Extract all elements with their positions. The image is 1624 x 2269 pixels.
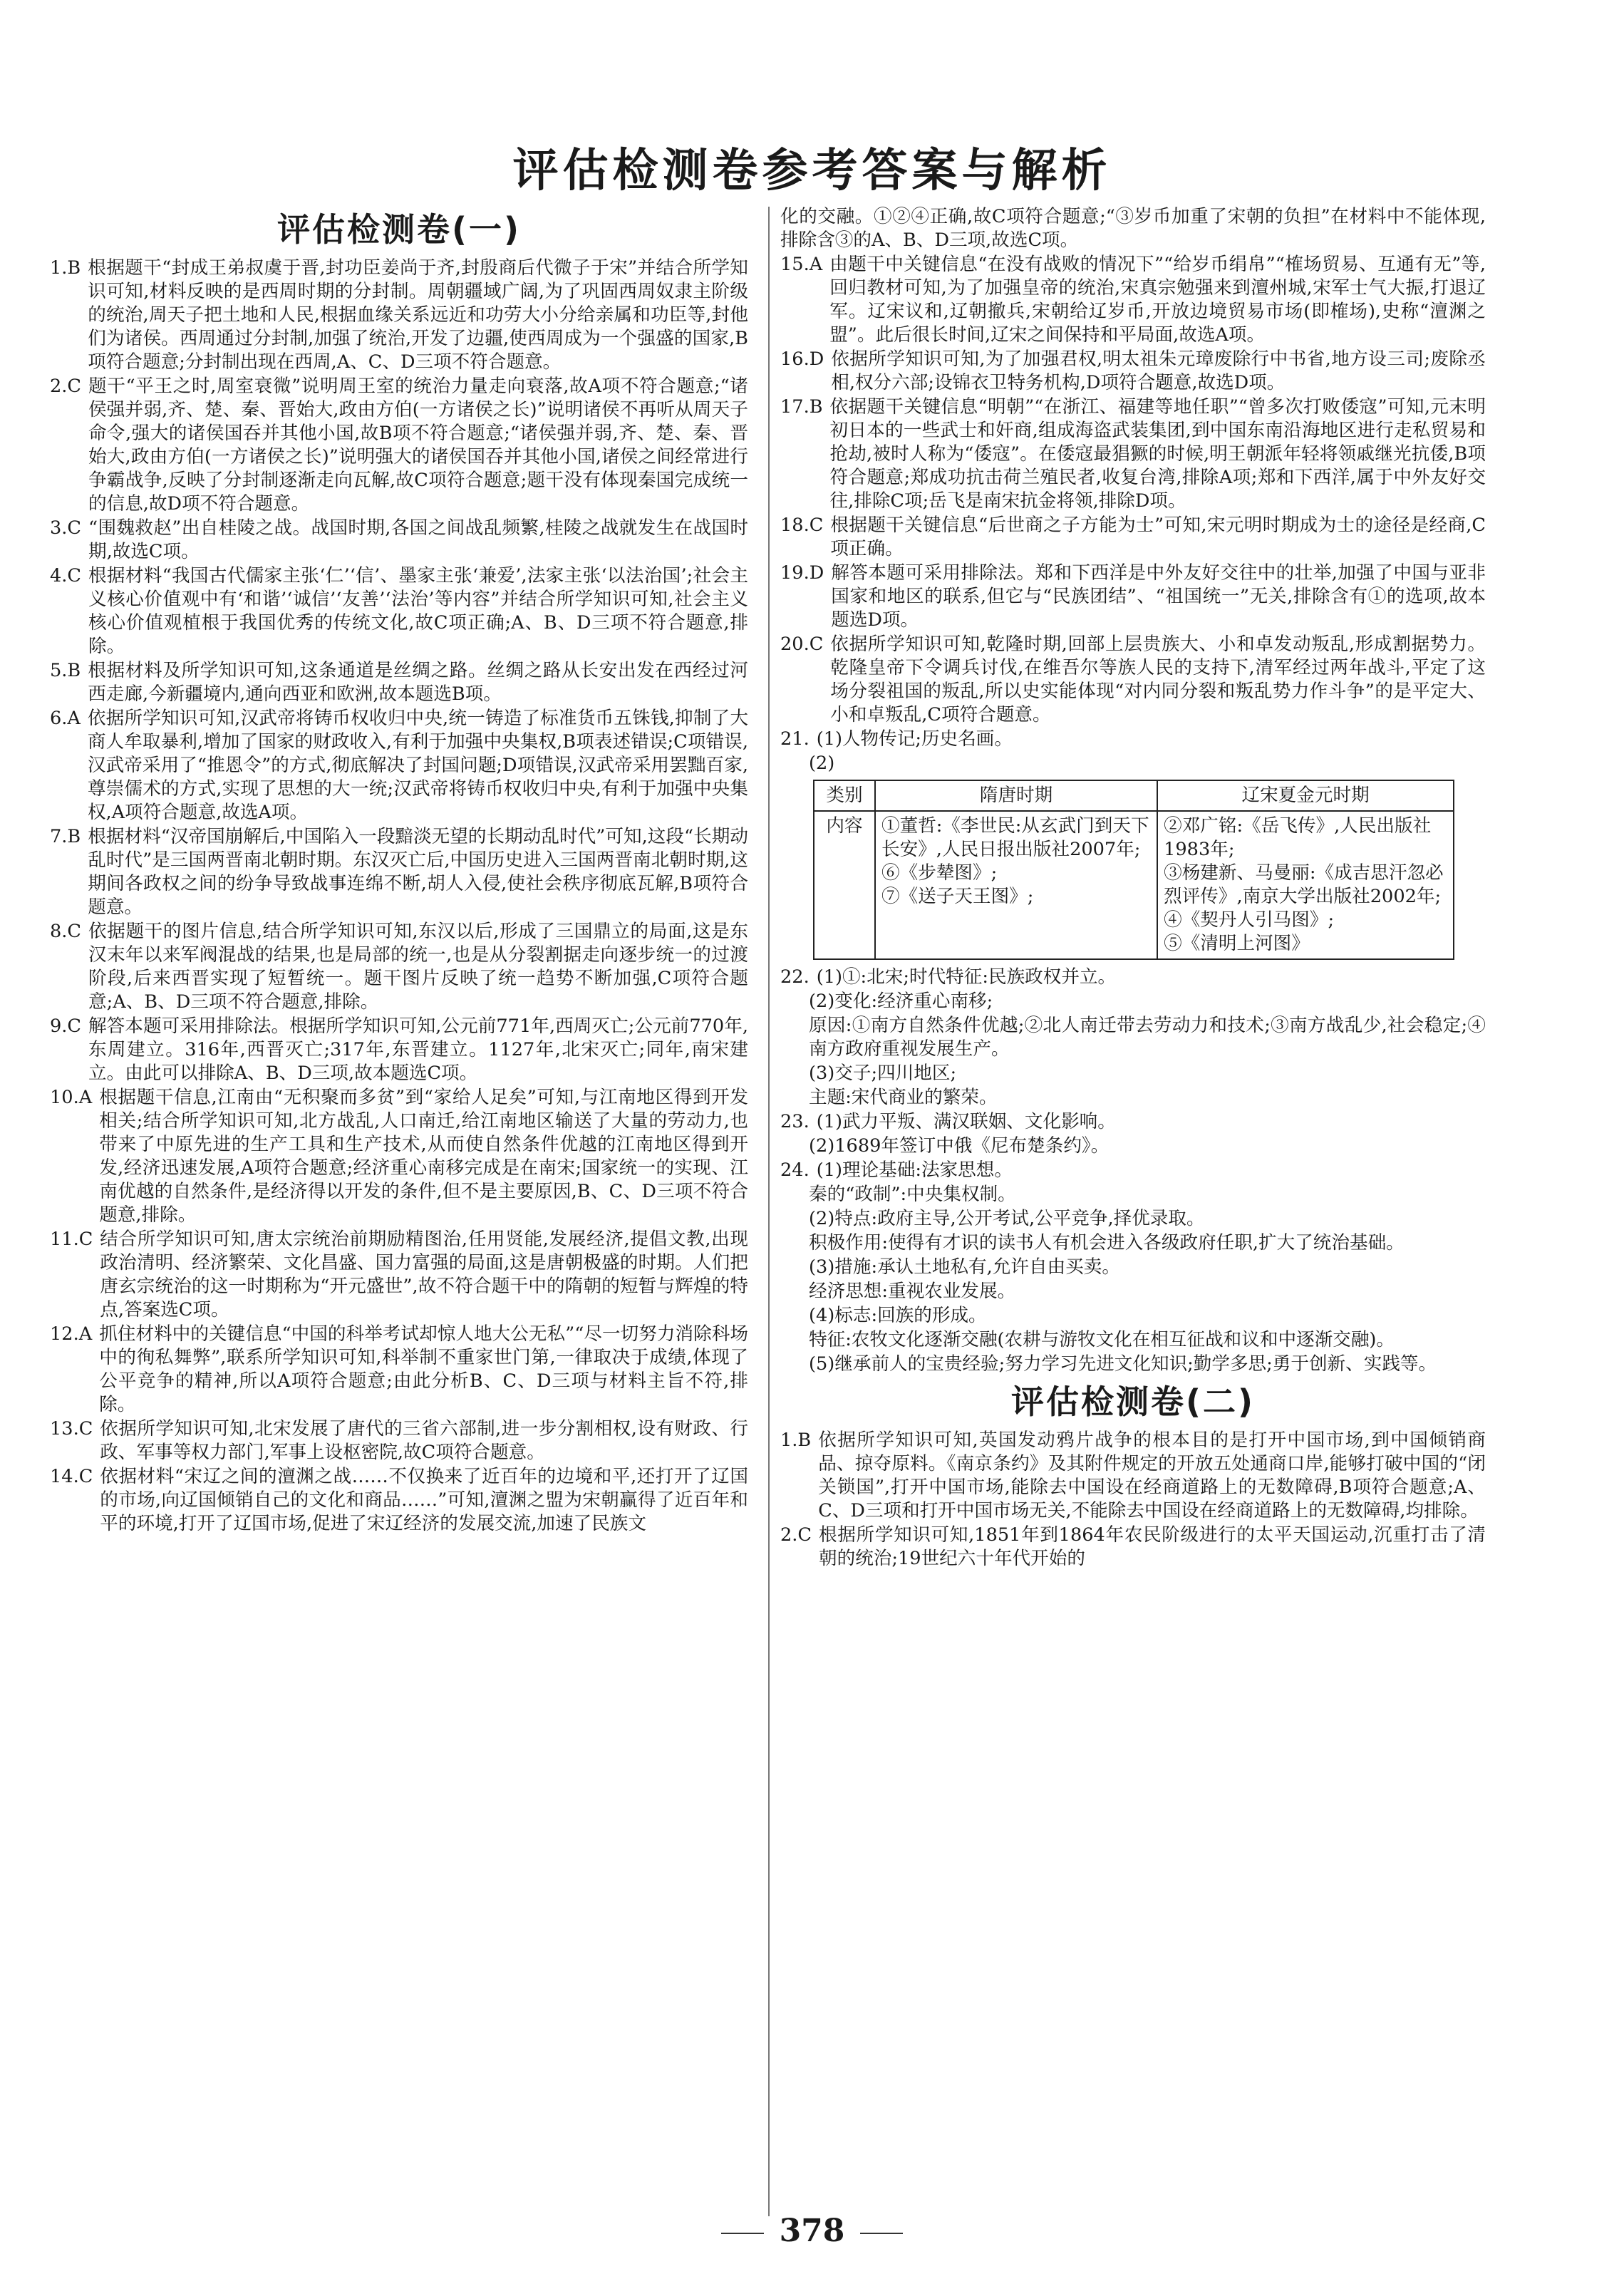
answer-text: 根据题干信息,江南由“无积聚而多贫”到“家给人足矣”可知,与江南地区得到开发相关;结合所学知识可知,北方战乱,人口南迁,给江南地区输送了大量的劳动力,也带来了中原先进的生产工具和生产技术,从而使自然条件优越的江南地区得到开发,经济迅速发展,A项符合题意;经济重心南移完成是在南宋;国家统一的实现、江南优越的自然条件,是经济得以开发的条件,但不是主要原因,B、C、D三项不符合题意,排除。 [99, 1087, 748, 1226]
answer-item [50, 564, 748, 658]
left-column [50, 205, 748, 1536]
answer-item [780, 966, 1486, 989]
answer-text: 根据材料“我国古代儒家主张‘仁’‘信’、墨家主张‘兼爱’,法家主张‘以法治国’;社会主义核心价值观中有‘和谐’‘诚信’‘友善’‘法治’等内容”并结合所学知识可知,社会主义核心价值观植根于我国优秀的传统文化,故C项正确;A、B、D三项不符合题意,排除。 [88, 565, 748, 657]
answer-item [780, 1353, 1486, 1376]
answer-text: 依据所学知识可知,乾隆时期,回部上层贵族大、小和卓发动叛乱,形成割据势力。乾隆皇帝下令调兵讨伐,在维吾尔等族人民的支持下,清军经过两年战斗,平定了这场分裂祖国的叛乱,所以史实能体现“对内同分裂和叛乱势力作斗争”的是平定大、小和卓叛乱,C项符合题意。 [830, 634, 1486, 725]
answer-text: 经济思想:重视农业发展。 [809, 1281, 1016, 1302]
answer-number: 8.C [50, 921, 82, 942]
answer-text: (2)1689年签订中俄《尼布楚条约》。 [809, 1135, 1110, 1157]
q21-sub-label: (2) [809, 753, 835, 774]
section-heading-2: 评估检测卷(二) [1010, 1382, 1256, 1421]
answer-text: 根据材料及所学知识可知,这条通道是丝绸之路。丝绸之路从长安出发在西经过河西走廊,今新疆境内,通向西亚和欧洲,故本题选B项。 [88, 660, 748, 705]
answer-text: (3)交子;四川地区; [809, 1063, 957, 1084]
answer-number: 2.C [50, 376, 82, 397]
answer-text: 原因:①南方自然条件优越;②北人南迁带去劳动力和技术;③南方战乱少,社会稳定;④南方政府重视发展生产。 [809, 1015, 1486, 1060]
answer-text: 根据题干关键信息“后世商之子方能为士”可知,宋元明时期成为士的途径是经商,C项正确。 [830, 515, 1486, 559]
answer-item [780, 1014, 1486, 1061]
answer-item [780, 1134, 1486, 1158]
page-title: 评估检测卷参考答案与解析 [512, 145, 1112, 197]
table-entry: ⑥《步辇图》; [881, 862, 998, 884]
page-number-value: 378 [779, 2213, 845, 2249]
answer-list-left [50, 257, 748, 1536]
table-entry: ③杨建新、马曼丽:《成吉思汗忽必烈评传》,南京大学出版社2002年; [1164, 862, 1444, 907]
answer-item [50, 1465, 748, 1536]
answer-text: (5)继承前人的宝贵经验;努力学习先进文化知识;勤学多思;勇于创新、实践等。 [809, 1353, 1437, 1375]
answer-text: 解答本题可采用排除法。根据所学知识可知,公元前771年,西周灭亡;公元前770年,东周建立。316年,西晋灭亡;317年,东晋建立。1127年,北宋灭亡;同年,南宋建立。由此可以排除A、B、D三项,故本题选C项。 [88, 1015, 748, 1084]
answer-number: 15.A [780, 254, 823, 275]
answer-text: 依据题干的图片信息,结合所学知识可知,东汉以后,形成了三国鼎立的局面,这是东汉末年以来军阀混战的结果,也是局部的统一,也是从分裂割据走向逐步统一的过渡阶段,后来西晋实现了短暂统一。题干图片反映了统一趋势不断加强,C项符合题意;A、B、D三项不符合题意,排除。 [88, 921, 748, 1013]
answer-item [780, 348, 1486, 395]
answer-number: 20.C [780, 634, 824, 655]
answer-item [780, 562, 1486, 632]
answer-text: 秦的“政制”:中央集权制。 [809, 1184, 1016, 1205]
table-entry: ④《契丹人引马图》; [1164, 909, 1335, 931]
table-entry: ②邓广铭:《岳飞传》,人民出版社1983年; [1164, 815, 1432, 860]
answer-list-right [780, 205, 1486, 751]
answer-item [50, 375, 748, 516]
answer-number: 5.B [50, 660, 81, 681]
answer-text: 由题干中关键信息“在没有战败的情况下”“给岁币绢帛”“榷场贸易、互通有无”等,回归教材可知,为了加强皇帝的统治,宋真宗勉强来到澶州城,宋军士气大振,打退辽军。辽宋议和,辽朝撤兵,宋朝给辽岁币,开放边境贸易市场(即榷场),史称“澶渊之盟”。此后很长时间,辽宋之间保持和平局面,故选A项。 [829, 254, 1486, 346]
table-header-sui-tang: 隋唐时期 [875, 780, 1157, 811]
answer-text: 依据所学知识可知,汉武帝将铸币权收归中央,统一铸造了标准货币五铢钱,抑制了大商人牟取暴利,增加了国家的财政收入,有利于加强中央集权,B项表述错误;C项错误,汉武帝采用了“推恩令”的方式,彻底解决了封国问题;D项错误,汉武帝采用罢黜百家,尊崇儒术的方式,实现了思想的大一统;汉武帝将铸币权收归中央,有利于加强中央集权,A项符合题意,故选A项。 [87, 708, 748, 823]
answer-text: 结合所学知识可知,唐太宗统治前期励精图治,任用贤能,发展经济,提倡文教,出现政治清明、经济繁荣、文化昌盛、国力富强的局面,这是唐朝极盛的时期。人们把唐玄宗统治的这一时期称为“开元盛世”,故不符合题干中的隋朝的短暂与辉煌的特点,答案选C项。 [100, 1229, 748, 1320]
answer-item [780, 1328, 1486, 1352]
answer-text: (2)变化:经济重心南移; [809, 991, 993, 1012]
answer-item [50, 1417, 748, 1464]
answer-item [780, 990, 1486, 1013]
column-divider [768, 207, 770, 2216]
answer-text: 积极作用:使得有才识的读书人有机会进入各级政府任职,扩大了统治基础。 [809, 1232, 1405, 1254]
answer-text: 根据题干“封成王弟叔虞于晋,封功臣姜尚于齐,封殷商后代微子于宋”并结合所学知识可知,材料反映的是西周时期的分封制。周朝疆域广阔,为了巩固西周奴隶主阶级的统治,周天子把土地和人民,根据血缘关系远近和功劳大小分给亲属和功臣等,封他们为诸侯。西周通过分封制,加强了统治,开发了边疆,使西周成为一个强盛的国家,B项符合题意;分封制出现在西周,A、C、D三项不符合题意。 [88, 257, 748, 373]
answer-item [780, 1429, 1486, 1523]
answer-text: 依据所学知识可知,北宋发展了唐代的三省六部制,进一步分割相权,设有财政、行政、军事等权力部门,军事上设枢密院,故C项符合题意。 [100, 1418, 748, 1463]
answer-number: 14.C [50, 1466, 93, 1487]
answer-text: (1)武力平叛、满汉联姻、文化影响。 [816, 1111, 1116, 1132]
answer-item [780, 1256, 1486, 1279]
answer-text: 特征:农牧文化逐渐交融(农耕与游牧文化在相互征战和议和中逐渐交融)。 [809, 1329, 1395, 1350]
answer-number: 21. [780, 728, 810, 750]
answer-text: 根据材料“汉帝国崩解后,中国陷入一段黯淡无望的长期动乱时代”可知,这段“长期动乱时代”是三国两晋南北朝时期。东汉灭亡后,中国历史进入三国两晋南北朝时期,这期间各政权之间的纷争导致战事连绵不断,胡人入侵,使社会秩序彻底瓦解,B项符合题意。 [88, 826, 748, 918]
answer-number: 17.B [780, 396, 823, 418]
answer-text: 依据题干关键信息“明朝”“在浙江、福建等地任职”“曾多次打败倭寇”可知,元末明初日本的一些武士和奸商,组成海盗武装集团,到中国东南沿海地区进行走私贸易和抢劫,被时人称为“倭寇”。在倭寇最猖獗的时候,明王朝派年轻将领戚继光抗倭,B项符合题意;郑成功抗击荷兰殖民者,收复台湾,排除A项;郑和下西洋,属于中外友好交往,排除C项;岳飞是南宋抗金将领,排除D项。 [829, 396, 1486, 512]
answer-list-right-2 [780, 966, 1486, 1376]
page-number-dash-right [860, 2233, 903, 2234]
answer-text: 主题:宋代商业的繁荣。 [809, 1087, 998, 1108]
answer-number: 18.C [780, 515, 824, 536]
answer-text: 依据所学知识可知,英国发动鸦片战争的根本目的是打开中国市场,到中国倾销商品、掠夺原料。《南京条约》及其附件规定的开放五处通商口岸,能够打破中国的“闭关锁国”,打开中国市场,能除去中国设在经商道路上的无数障碍,B项符合题意;A、C、D三项和打开中国市场无关,不能除去中国设在经商道路上的无数障碍,均排除。 [818, 1430, 1486, 1521]
answer-item [780, 1231, 1486, 1255]
answer-text: 依据材料“宋辽之间的澶渊之战……不仅换来了近百年的边境和平,还打开了辽国的市场,向辽国倾销自己的文化和商品……”可知,澶渊之盟为宋朝赢得了近百年和平的环境,打开了辽国市场,促进了宋辽经济的发展交流,加速了民族文 [100, 1466, 748, 1534]
answer-item [50, 257, 748, 374]
table-cell-liao-song [1157, 811, 1454, 959]
answer-item [780, 1086, 1486, 1110]
answer-text: 抓住材料中的关键信息“中国的科举考试却惊人地大公无私”“尽一切努力消除科场中的徇私舞弊”,联系所学知识可知,科举制不重家世门第,一律取决于成绩,体现了公平竞争的精神,所以A项符合题意;由此分析B、C、D三项与材料主旨不符,排除。 [99, 1323, 748, 1415]
answer-text: (1)①:北宋;时代特征:民族政权并立。 [816, 966, 1117, 988]
answer-item [50, 659, 748, 706]
answer-item [780, 205, 1486, 252]
answer-number: 23. [780, 1111, 810, 1132]
answer-item [780, 1183, 1486, 1206]
answer-number: 22. [780, 966, 810, 988]
answer-number: 19.D [780, 562, 824, 584]
answer-number: 6.A [50, 708, 81, 729]
answer-item [50, 920, 748, 1014]
answer-item [50, 1015, 748, 1085]
answer-item [50, 707, 748, 825]
answer-number: 10.A [50, 1087, 93, 1108]
answer-number: 1.B [50, 257, 81, 279]
answer-number: 13.C [50, 1418, 93, 1440]
answer-number: 7.B [50, 826, 81, 847]
answer-item [50, 1323, 748, 1417]
answer-item [780, 1280, 1486, 1303]
answer-item [780, 1304, 1486, 1328]
page-number-dash-left [721, 2233, 764, 2234]
answer-text: (1)人物传记;历史名画。 [816, 728, 1013, 750]
section-heading-1: 评估检测卷(一) [276, 210, 522, 249]
answer-item [780, 1062, 1486, 1085]
answer-item [780, 1110, 1486, 1134]
answer-item [780, 1159, 1486, 1182]
answer-item [780, 1524, 1486, 1571]
answer-text: (3)措施:承认土地私有,允许自由买卖。 [809, 1256, 1120, 1278]
table-entry: ⑤《清明上河图》 [1164, 933, 1310, 954]
answer-number: 12.A [50, 1323, 93, 1345]
answer-number: 9.C [50, 1015, 82, 1037]
answer-item [780, 396, 1486, 513]
answer-text: 依据所学知识可知,为了加强君权,明太祖朱元璋废除行中书省,地方设三司;废除丞相,权分六部;设锦衣卫特务机构,D项符合题意,故选D项。 [831, 348, 1486, 393]
table-entry: ⑦《送子天王图》; [881, 886, 1034, 907]
answer-text: (1)理论基础:法家思想。 [816, 1159, 1013, 1181]
answer-number: 4.C [50, 565, 82, 586]
answer-item [780, 514, 1486, 561]
answer-item [780, 1207, 1486, 1231]
answer-text: (4)标志:回族的形成。 [809, 1305, 987, 1326]
answer-text: (2)特点:政府主导,公开考试,公平竞争,择优录取。 [809, 1208, 1205, 1229]
answer-text: 解答本题可采用排除法。郑和下西洋是中外友好交往中的壮举,加强了中国与亚非国家和地区的联系,但它与“民族团结”、“祖国统一”无关,排除含有①的选项,故本题选D项。 [831, 562, 1486, 631]
table-header-liao-song: 辽宋夏金元时期 [1157, 780, 1454, 811]
answer-item [50, 1086, 748, 1227]
right-column [780, 205, 1486, 1571]
answer-item [780, 633, 1486, 727]
answer-item [780, 253, 1486, 347]
answer-number: 3.C [50, 517, 82, 539]
table-row-label: 内容 [814, 811, 875, 959]
answer-number: 24. [780, 1159, 810, 1181]
answer-text: 题干“平王之时,周室衰微”说明周王室的统治力量走向衰落,故A项不符合题意;“诸侯强并弱,齐、楚、秦、晋始大,政由方伯(一方诸侯之长)”说明诸侯不再听从周天子命令,强大的诸侯国吞并其他小国,故B项不符合题意;“诸侯强并弱,齐、楚、秦、晋始大,政由方伯(一方诸侯之长)”说明强大的诸侯国吞并其他小国,诸侯之间经常进行争霸战争,反映了分封制逐渐走向瓦解,故C项符合题意;题干没有体现秦国完成统一的信息,故D项不符合题意。 [88, 376, 748, 515]
answer-item [780, 728, 1486, 751]
answer-item [50, 825, 748, 919]
reference-table [813, 780, 1454, 960]
answer-list-section-2 [780, 1429, 1486, 1571]
answer-item [50, 517, 748, 564]
table-cell-sui-tang [875, 811, 1157, 959]
answer-number: 1.B [780, 1430, 812, 1451]
answer-text: 化的交融。①②④正确,故C项符合题意;“③岁币加重了宋朝的负担”在材料中不能体现,排除含③的A、B、D三项,故选C项。 [780, 206, 1486, 251]
table-header-category: 类别 [814, 780, 875, 811]
table-entry: ①董哲:《李世民:从玄武门到天下长安》,人民日报出版社2007年; [881, 815, 1149, 860]
answer-number: 2.C [780, 1524, 812, 1546]
answer-text: “围魏救赵”出自桂陵之战。战国时期,各国之间战乱频繁,桂陵之战就发生在战国时期,故选C项。 [88, 517, 748, 562]
answer-number: 11.C [50, 1229, 93, 1250]
page-number [0, 2213, 1624, 2249]
answer-number: 16.D [780, 348, 824, 370]
answer-item [50, 1228, 748, 1322]
answer-text: 根据所学知识可知,1851年到1864年农民阶级进行的太平天国运动,沉重打击了清朝的统治;19世纪六十年代开始的 [819, 1524, 1486, 1569]
